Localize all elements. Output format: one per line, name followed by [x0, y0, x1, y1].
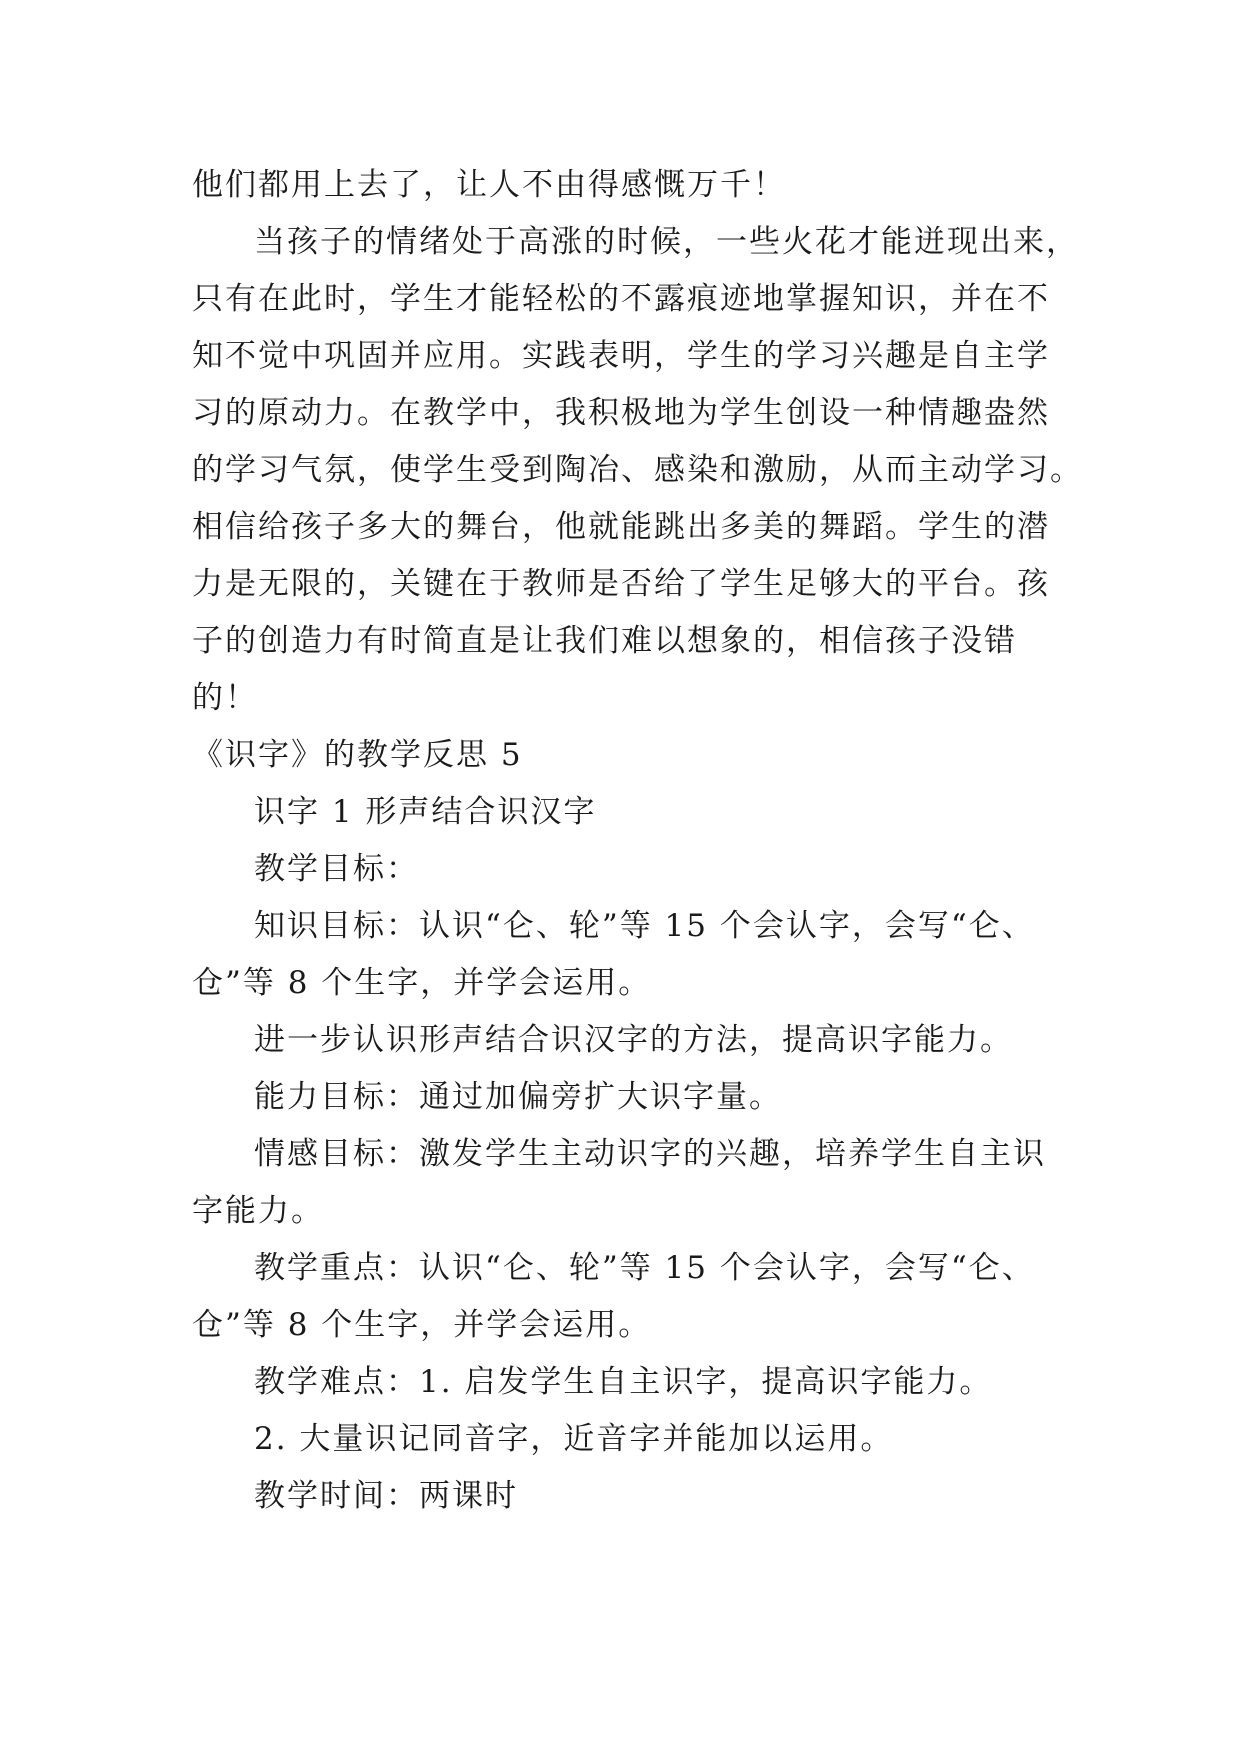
section-heading: 《识字》的教学反思 5: [192, 737, 523, 773]
text-line: 教学重点：认识“仑、轮”等 15 个会认字，会写“仑、: [254, 1250, 1035, 1286]
text-line: 他们都用上去了，让人不由得感慨万千！: [192, 167, 786, 203]
text-line: 进一步认识形声结合识汉字的方法，提高识字能力。: [254, 1022, 1013, 1058]
text-line: 知识目标：认识“仑、轮”等 15 个会认字，会写“仑、: [254, 908, 1035, 944]
text-line: 的！: [192, 680, 258, 716]
text-line: 教学目标：: [254, 851, 419, 887]
text-line: 仓”等 8 个生字，并学会运用。: [192, 965, 652, 1001]
text-line: 知不觉中巩固并应用。实践表明，学生的学习兴趣是自主学: [192, 338, 1050, 374]
text-line: 相信给孩子多大的舞台，他就能跳出多美的舞蹈。学生的潜: [192, 509, 1050, 545]
text-line: 力是无限的，关键在于教师是否给了学生足够大的平台。孩: [192, 566, 1050, 602]
text-line: 教学难点：1. 启发学生自主识字，提高识字能力。: [254, 1364, 993, 1400]
text-line: 子的创造力有时简直是让我们难以想象的，相信孩子没错: [192, 623, 1017, 659]
text-line: 仓”等 8 个生字，并学会运用。: [192, 1307, 652, 1343]
text-line: 习的原动力。在教学中，我积极地为学生创设一种情趣盎然: [192, 395, 1050, 431]
text-line: 当孩子的情绪处于高涨的时候，一些火花才能迸现出来，: [254, 224, 1079, 260]
text-line: 教学时间：两课时: [254, 1478, 518, 1514]
text-line: 能力目标：通过加偏旁扩大识字量。: [254, 1079, 782, 1115]
text-line: 2. 大量识记同音字，近音字并能加以运用。: [254, 1421, 894, 1457]
text-line: 只有在此时，学生才能轻松的不露痕迹地掌握知识，并在不: [192, 281, 1050, 317]
text-line: 情感目标：激发学生主动识字的兴趣，培养学生自主识: [254, 1136, 1046, 1172]
lesson-title: 识字 1 形声结合识汉字: [254, 794, 597, 830]
text-line: 字能力。: [192, 1193, 324, 1229]
text-line: 的学习气氛，使学生受到陶冶、感染和激励，从而主动学习。: [192, 452, 1083, 488]
